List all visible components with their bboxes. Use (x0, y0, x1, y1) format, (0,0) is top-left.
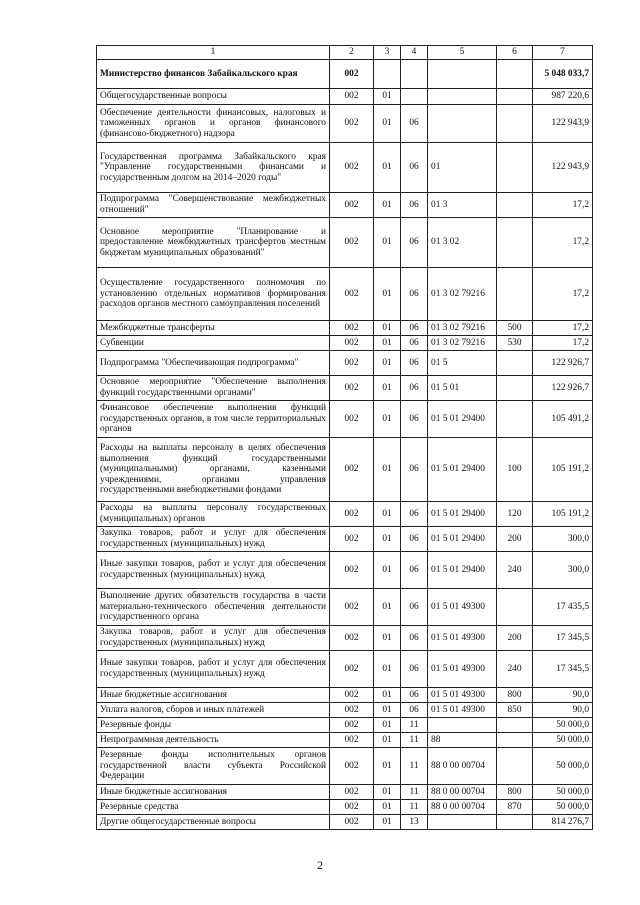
table-row (97, 321, 593, 336)
cell-target-article (428, 815, 497, 830)
cell-expense-type (497, 718, 533, 733)
cell-target-article: 01 (428, 143, 497, 193)
table-row (97, 60, 593, 89)
cell-expense-type: 240 (497, 552, 533, 589)
cell-section: 01 (374, 268, 401, 321)
cell-expense-type: 200 (497, 626, 533, 651)
cell-section: 01 (374, 815, 401, 830)
cell-ministry-code: 002 (330, 268, 374, 321)
cell-name: Основное мероприятие "Обеспечение выполнения функций государственными органами" (97, 376, 330, 401)
cell-ministry-code: 002 (330, 105, 374, 143)
cell-subsection: 06 (401, 502, 428, 527)
cell-target-article (428, 718, 497, 733)
cell-subsection: 06 (401, 703, 428, 718)
cell-subsection: 06 (401, 552, 428, 589)
cell-subsection: 06 (401, 336, 428, 351)
cell-ministry-code: 002 (330, 626, 374, 651)
cell-expense-type (497, 733, 533, 748)
cell-amount: 105 191,2 (533, 438, 593, 502)
cell-ministry-code: 002 (330, 438, 374, 502)
cell-section: 01 (374, 718, 401, 733)
cell-section: 01 (374, 703, 401, 718)
cell-amount: 300,0 (533, 527, 593, 552)
cell-name: Резервные фонды исполнительных органов государственной власти субъекта Российской Федерации (97, 748, 330, 785)
cell-target-article (428, 105, 497, 143)
cell-ministry-code: 002 (330, 733, 374, 748)
cell-target-article: 01 3 02 79216 (428, 321, 497, 336)
cell-target-article: 88 0 00 00704 (428, 748, 497, 785)
cell-ministry-code: 002 (330, 89, 374, 105)
cell-amount: 17,2 (533, 268, 593, 321)
cell-ministry-code: 002 (330, 748, 374, 785)
cell-expense-type (497, 105, 533, 143)
budget-table-container (96, 45, 592, 830)
cell-name: Министерство финансов Забайкальского края (97, 60, 330, 89)
cell-section: 01 (374, 336, 401, 351)
cell-name: Выполнение других обязательств государства в части материально-технического обеспечения деятельности государственного органа (97, 589, 330, 626)
cell-amount: 17,2 (533, 321, 593, 336)
cell-name: Закупка товаров, работ и услуг для обеспечения государственных (муниципальных) нужд (97, 527, 330, 552)
cell-ministry-code: 002 (330, 336, 374, 351)
cell-section: 01 (374, 688, 401, 703)
cell-target-article: 01 5 01 (428, 376, 497, 401)
cell-name: Основное мероприятие "Планирование и предоставление межбюджетных трансфертов местным бюджетам муниципальных образований" (97, 218, 330, 268)
cell-target-article: 01 5 01 29400 (428, 502, 497, 527)
cell-target-article: 01 3 (428, 193, 497, 218)
header-cell-section: 3 (374, 46, 401, 60)
cell-target-article: 01 5 01 29400 (428, 527, 497, 552)
cell-target-article: 01 5 01 49300 (428, 651, 497, 688)
cell-expense-type (497, 89, 533, 105)
cell-target-article: 01 3 02 (428, 218, 497, 268)
cell-expense-type: 200 (497, 527, 533, 552)
cell-target-article: 01 5 01 29400 (428, 401, 497, 438)
table-row (97, 143, 593, 193)
table-row (97, 401, 593, 438)
cell-amount: 122 943,9 (533, 143, 593, 193)
header-cell-name: 1 (97, 46, 330, 60)
cell-expense-type: 100 (497, 438, 533, 502)
cell-subsection: 13 (401, 815, 428, 830)
cell-amount: 50 000,0 (533, 718, 593, 733)
cell-target-article: 01 5 01 29400 (428, 552, 497, 589)
cell-ministry-code: 002 (330, 218, 374, 268)
cell-name: Уплата налогов, сборов и иных платежей (97, 703, 330, 718)
cell-section: 01 (374, 733, 401, 748)
cell-section: 01 (374, 321, 401, 336)
cell-target-article: 01 5 01 49300 (428, 589, 497, 626)
cell-section: 01 (374, 552, 401, 589)
table-row (97, 589, 593, 626)
cell-subsection: 06 (401, 143, 428, 193)
cell-subsection: 06 (401, 401, 428, 438)
cell-section: 01 (374, 193, 401, 218)
cell-target-article: 88 0 00 00704 (428, 785, 497, 800)
table-row (97, 785, 593, 800)
cell-name: Резервные фонды (97, 718, 330, 733)
cell-amount: 17 435,5 (533, 589, 593, 626)
cell-target-article (428, 89, 497, 105)
cell-amount: 50 000,0 (533, 785, 593, 800)
cell-section: 01 (374, 143, 401, 193)
cell-ministry-code: 002 (330, 718, 374, 733)
cell-name: Непрограммная деятельность (97, 733, 330, 748)
cell-section: 01 (374, 351, 401, 376)
cell-subsection: 06 (401, 218, 428, 268)
cell-expense-type: 240 (497, 651, 533, 688)
cell-subsection: 11 (401, 718, 428, 733)
cell-name: Расходы на выплаты персоналу в целях обеспечения выполнения функций государственными (муниципальными) органами, казенными учреждениями, органами управления государственными внебюджетными фондами (97, 438, 330, 502)
cell-amount: 50 000,0 (533, 748, 593, 785)
cell-subsection: 11 (401, 785, 428, 800)
table-row (97, 527, 593, 552)
header-cell-ministry: 2 (330, 46, 374, 60)
cell-expense-type (497, 60, 533, 89)
cell-amount: 105 491,2 (533, 401, 593, 438)
cell-subsection: 06 (401, 376, 428, 401)
cell-expense-type (497, 401, 533, 438)
cell-amount: 50 000,0 (533, 800, 593, 815)
cell-section: 01 (374, 589, 401, 626)
cell-section: 01 (374, 376, 401, 401)
cell-subsection: 06 (401, 351, 428, 376)
table-row (97, 438, 593, 502)
cell-target-article: 01 5 01 49300 (428, 626, 497, 651)
cell-subsection: 06 (401, 268, 428, 321)
table-row (97, 193, 593, 218)
cell-expense-type: 800 (497, 688, 533, 703)
cell-ministry-code: 002 (330, 552, 374, 589)
cell-amount: 17,2 (533, 336, 593, 351)
cell-subsection (401, 89, 428, 105)
header-row (97, 46, 593, 60)
cell-ministry-code: 002 (330, 703, 374, 718)
cell-amount: 122 926,7 (533, 351, 593, 376)
cell-section: 01 (374, 748, 401, 785)
cell-ministry-code: 002 (330, 321, 374, 336)
cell-section: 01 (374, 218, 401, 268)
cell-amount: 300,0 (533, 552, 593, 589)
cell-amount: 17 345,5 (533, 626, 593, 651)
cell-subsection: 06 (401, 438, 428, 502)
header-cell-subsection: 4 (401, 46, 428, 60)
cell-expense-type: 850 (497, 703, 533, 718)
cell-subsection: 11 (401, 748, 428, 785)
page-number: 2 (317, 858, 323, 872)
cell-section: 01 (374, 89, 401, 105)
cell-name: Межбюджетные трансферты (97, 321, 330, 336)
cell-expense-type: 530 (497, 336, 533, 351)
cell-section: 01 (374, 626, 401, 651)
cell-ministry-code: 002 (330, 401, 374, 438)
cell-expense-type (497, 351, 533, 376)
cell-expense-type (497, 376, 533, 401)
cell-section: 01 (374, 438, 401, 502)
cell-name: Другие общегосударственные вопросы (97, 815, 330, 830)
cell-expense-type (497, 218, 533, 268)
cell-section: 01 (374, 785, 401, 800)
cell-subsection (401, 60, 428, 89)
cell-name: Подпрограмма "Совершенствование межбюджетных отношений" (97, 193, 330, 218)
cell-target-article: 01 3 02 79216 (428, 268, 497, 321)
cell-expense-type (497, 143, 533, 193)
table-row (97, 688, 593, 703)
cell-ministry-code: 002 (330, 502, 374, 527)
cell-subsection: 06 (401, 527, 428, 552)
cell-ministry-code: 002 (330, 376, 374, 401)
cell-amount: 50 000,0 (533, 733, 593, 748)
cell-subsection: 06 (401, 688, 428, 703)
cell-amount: 5 048 033,7 (533, 60, 593, 89)
table-row (97, 218, 593, 268)
cell-amount: 122 943,9 (533, 105, 593, 143)
cell-ministry-code: 002 (330, 527, 374, 552)
cell-name: Иные закупки товаров, работ и услуг для обеспечения государственных (муниципальных) нужд (97, 552, 330, 589)
cell-name: Осуществление государственного полномочия по установлению отдельных нормативов формирования расходов органов местного самоуправления поселений (97, 268, 330, 321)
cell-expense-type (497, 589, 533, 626)
cell-expense-type: 500 (497, 321, 533, 336)
cell-amount: 987 220,6 (533, 89, 593, 105)
cell-target-article: 01 5 01 49300 (428, 703, 497, 718)
cell-name: Подпрограмма "Обеспечивающая подпрограмма" (97, 351, 330, 376)
table-row (97, 502, 593, 527)
cell-name: Расходы на выплаты персоналу государственных (муниципальных) органов (97, 502, 330, 527)
cell-section: 01 (374, 527, 401, 552)
cell-name: Иные бюджетные ассигнования (97, 785, 330, 800)
cell-subsection: 06 (401, 626, 428, 651)
cell-name: Иные закупки товаров, работ и услуг для обеспечения государственных (муниципальных) нужд (97, 651, 330, 688)
table-row (97, 336, 593, 351)
cell-ministry-code: 002 (330, 143, 374, 193)
table-row (97, 89, 593, 105)
cell-ministry-code: 002 (330, 785, 374, 800)
cell-target-article: 01 3 02 79216 (428, 336, 497, 351)
cell-amount: 17 345,5 (533, 651, 593, 688)
cell-section: 01 (374, 800, 401, 815)
cell-amount: 17,2 (533, 193, 593, 218)
cell-name: Общегосударственные вопросы (97, 89, 330, 105)
cell-target-article (428, 60, 497, 89)
cell-expense-type: 800 (497, 785, 533, 800)
cell-ministry-code: 002 (330, 589, 374, 626)
cell-ministry-code: 002 (330, 815, 374, 830)
cell-expense-type (497, 748, 533, 785)
cell-target-article: 88 (428, 733, 497, 748)
header-cell-amount: 7 (533, 46, 593, 60)
cell-amount: 814 276,7 (533, 815, 593, 830)
cell-target-article: 88 0 00 00704 (428, 800, 497, 815)
table-row (97, 800, 593, 815)
cell-ministry-code: 002 (330, 60, 374, 89)
table-row (97, 703, 593, 718)
header-cell-expense-type: 6 (497, 46, 533, 60)
budget-table (96, 45, 593, 830)
table-row (97, 748, 593, 785)
cell-amount: 90,0 (533, 703, 593, 718)
cell-section: 01 (374, 105, 401, 143)
cell-ministry-code: 002 (330, 651, 374, 688)
header-cell-target: 5 (428, 46, 497, 60)
table-row (97, 268, 593, 321)
cell-ministry-code: 002 (330, 688, 374, 703)
cell-subsection: 06 (401, 105, 428, 143)
cell-target-article: 01 5 01 29400 (428, 438, 497, 502)
table-row (97, 626, 593, 651)
cell-subsection: 06 (401, 589, 428, 626)
cell-ministry-code: 002 (330, 351, 374, 376)
cell-name: Финансовое обеспечение выполнения функций государственных органов, в том числе территориальных органов (97, 401, 330, 438)
table-row (97, 105, 593, 143)
cell-amount: 17,2 (533, 218, 593, 268)
table-row (97, 718, 593, 733)
table-row (97, 552, 593, 589)
cell-expense-type (497, 268, 533, 321)
cell-subsection: 11 (401, 733, 428, 748)
cell-subsection: 06 (401, 321, 428, 336)
table-row (97, 651, 593, 688)
cell-name: Закупка товаров, работ и услуг для обеспечения государственных (муниципальных) нужд (97, 626, 330, 651)
cell-name: Резервные средства (97, 800, 330, 815)
cell-section: 01 (374, 502, 401, 527)
cell-section: 01 (374, 651, 401, 688)
cell-expense-type: 120 (497, 502, 533, 527)
cell-name: Субвенции (97, 336, 330, 351)
cell-section (374, 60, 401, 89)
cell-subsection: 06 (401, 651, 428, 688)
cell-target-article: 01 5 01 49300 (428, 688, 497, 703)
cell-section: 01 (374, 401, 401, 438)
cell-name: Иные бюджетные ассигнования (97, 688, 330, 703)
cell-expense-type (497, 815, 533, 830)
table-row (97, 733, 593, 748)
cell-amount: 122 926,7 (533, 376, 593, 401)
table-row (97, 815, 593, 830)
cell-amount: 105 191,2 (533, 502, 593, 527)
cell-amount: 90,0 (533, 688, 593, 703)
cell-subsection: 11 (401, 800, 428, 815)
cell-expense-type (497, 193, 533, 218)
cell-name: Государственная программа Забайкальского края "Управление государственными финансами и государственным долгом на 2014–2020 годы" (97, 143, 330, 193)
cell-expense-type: 870 (497, 800, 533, 815)
table-row (97, 376, 593, 401)
cell-ministry-code: 002 (330, 193, 374, 218)
cell-name: Обеспечение деятельности финансовых, налоговых и таможенных органов и органов финансового (финансово-бюджетного) надзора (97, 105, 330, 143)
cell-target-article: 01 5 (428, 351, 497, 376)
cell-ministry-code: 002 (330, 800, 374, 815)
cell-subsection: 06 (401, 193, 428, 218)
table-row (97, 351, 593, 376)
